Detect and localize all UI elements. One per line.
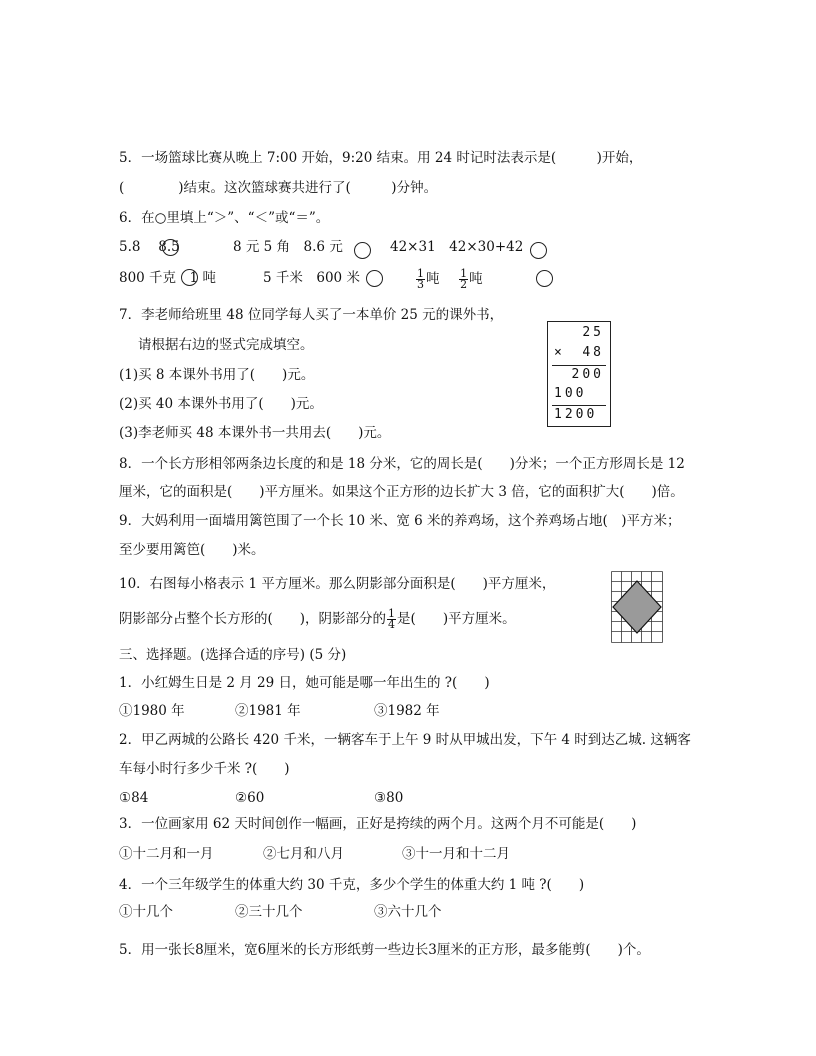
q10-text-a: 阴影部分占整个长方形的( )，阴影部分的	[119, 611, 387, 627]
s3-q2-line2: 车每小时行多少千米 ?( )	[119, 761, 290, 777]
q6-r1-a: 5.8 8.5	[119, 239, 180, 255]
q7-line1: 7．李老师给班里 48 位同学每人买了一本单价 25 元的课外书，	[119, 307, 504, 323]
fraction-one-half	[459, 269, 468, 290]
calc-partial-1: 200	[571, 367, 604, 382]
s3-q2-option-2[interactable]: ②60	[235, 790, 265, 806]
q6-title: 6．在○里填上“＞”、“＜”或“＝”。	[119, 210, 330, 226]
q8-line2: 厘米，它的面积是( )平方厘米。如果这个正方形的边长扩大 3 倍，它的面积扩大( )倍。	[119, 484, 684, 500]
compare-circle[interactable]	[366, 270, 383, 287]
vertical-multiplication	[547, 321, 611, 427]
unit-label: 吨	[426, 271, 440, 287]
s3-q2-option-3[interactable]: ③80	[374, 790, 404, 806]
q6-r2-a: 800 千克 1 吨	[119, 270, 216, 286]
fraction-numerator: 1	[417, 267, 424, 280]
s3-q3-option-1[interactable]: ①十二月和一月	[119, 846, 214, 862]
section3-title: 三、选择题。(选择合适的序号) (5 分)	[119, 647, 347, 663]
s3-q1-option-3[interactable]: ③1982 年	[374, 703, 440, 719]
s3-q1-option-2[interactable]: ②1981 年	[235, 703, 301, 719]
shaded-grid-figure	[611, 571, 663, 643]
q8-line1: 8．一个长方形相邻两条边长度的和是 18 分米，它的周长是( )分米；一个正方形周长是 12	[119, 456, 685, 472]
fraction-denominator: 3	[417, 278, 424, 291]
q6-r1-c: 42×31 42×30+42	[390, 239, 524, 255]
compare-circle[interactable]	[536, 270, 553, 287]
s3-q3-option-3[interactable]: ③十一月和十二月	[402, 846, 510, 862]
q6-r2-b: 5 千米 600 米	[263, 270, 360, 286]
s3-q4-option-3[interactable]: ③六十几个	[374, 904, 442, 920]
compare-circle[interactable]	[162, 239, 179, 256]
s3-q4-option-1[interactable]: ①十几个	[119, 904, 173, 920]
q7-sub2: (2)买 40 本课外书用了( )元。	[119, 396, 323, 412]
s3-q1-text: 1．小红姆生日是 2 月 29 日，她可能是哪一年出生的 ?( )	[119, 675, 490, 691]
s3-q2-option-1[interactable]: ①84	[119, 790, 149, 806]
calc-line	[552, 365, 606, 366]
compare-circle[interactable]	[181, 269, 198, 286]
calc-line	[552, 405, 606, 406]
q7-sub3: (3)李老师买 48 本课外书一共用去( )元。	[119, 425, 391, 441]
q10-line1: 10．右图每小格表示 1 平方厘米。那么阴影部分面积是( )平方厘米，	[119, 576, 556, 592]
q6-r2-c	[415, 266, 483, 292]
fraction-one-quarter	[387, 609, 396, 630]
q7-line2: 请根据右边的竖式完成填空。	[138, 337, 314, 353]
s3-q3-text: 3．一位画家用 62 天时间创作一幅画，正好是挎续的两个月。这两个月不可能是( )	[119, 816, 637, 832]
s3-q3-option-2[interactable]: ②七月和八月	[263, 846, 344, 862]
s3-q5-text: 5．用一张长8厘米，宽6厘米的长方形纸剪一些边长3厘米的正方形，最多能剪( )个。	[119, 942, 650, 958]
s3-q4-option-2[interactable]: ②三十几个	[235, 904, 303, 920]
calc-partial-2: 100	[554, 386, 587, 401]
compare-circle[interactable]	[354, 242, 371, 259]
q9-line1: 9．大妈利用一面墙用篱笆围了一个长 10 米、宽 6 米的养鸡场，这个养鸡场占地( )平方米；	[119, 513, 681, 529]
calc-times-sign: ×	[554, 345, 565, 360]
fraction-numerator: 1	[460, 267, 468, 280]
calc-multiplicand: 25	[582, 325, 604, 340]
fraction-one-third	[416, 269, 425, 290]
q6-r1-b: 8 元 5 角 8.6 元	[233, 239, 343, 255]
fraction-denominator: 4	[388, 618, 396, 631]
q7-sub1: (1)买 8 本课外书用了( )元。	[119, 367, 315, 383]
q10-line2	[119, 606, 516, 632]
shaded-diamond	[613, 581, 661, 633]
fraction-denominator: 2	[460, 278, 468, 291]
fraction-numerator: 1	[388, 607, 396, 620]
compare-circle[interactable]	[530, 242, 547, 259]
s3-q4-text: 4．一个三年级学生的体重大约 30 千克，多少个学生的体重大约 1 吨 ?( )	[119, 877, 585, 893]
unit-label: 吨	[469, 271, 483, 287]
q5-line1: 5．一场篮球比赛从晚上 7:00 开始，9:20 结束。用 24 时记时法表示是( )开始，	[119, 150, 643, 166]
q9-line2: 至少要用篱笆( )米。	[119, 542, 265, 558]
q5-line2: ( )结束。这次篮球赛共进行了( )分钟。	[119, 180, 438, 196]
q10-text-b: 是( )平方厘米。	[397, 611, 516, 627]
calc-result: 1200	[554, 407, 598, 422]
s3-q1-option-1[interactable]: ①1980 年	[119, 703, 185, 719]
s3-q2-line1: 2．甲乙两城的公路长 420 千米，一辆客车于上午 9 时从甲城出发，下午 4 时到达乙城. 这辆客	[119, 732, 691, 748]
calc-multiplier: 48	[582, 345, 604, 360]
